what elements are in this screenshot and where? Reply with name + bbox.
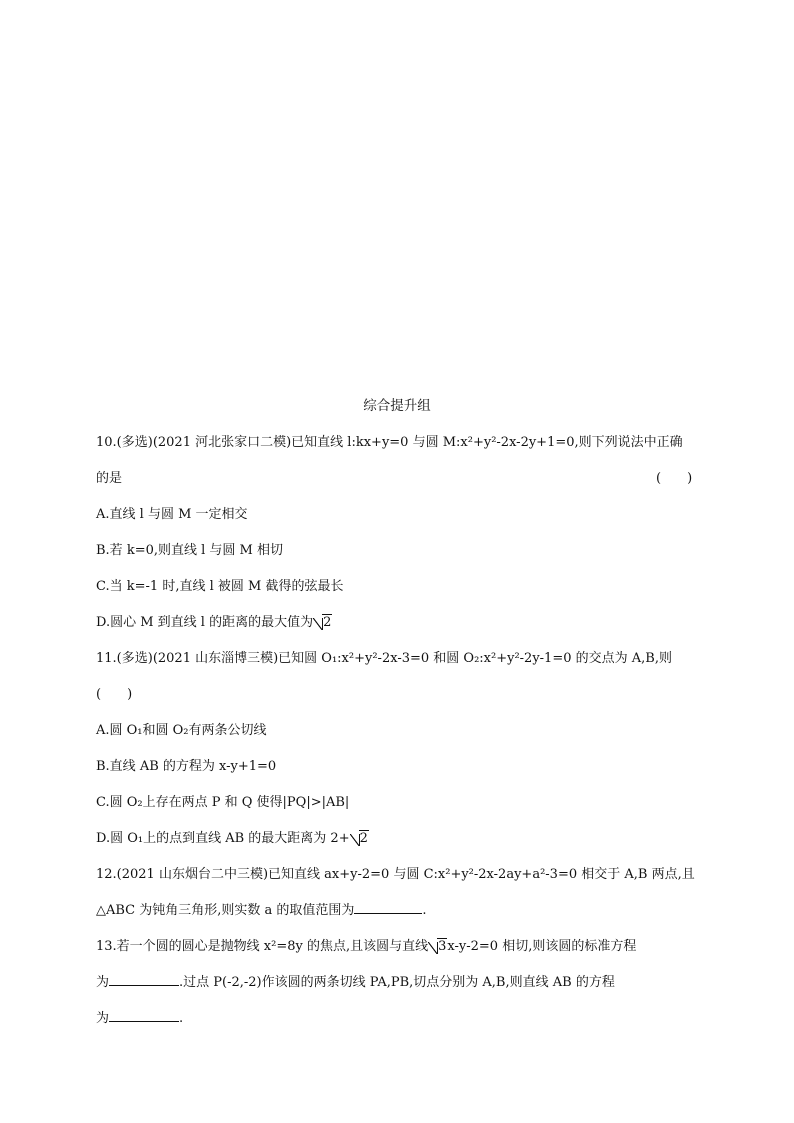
q10-option-d	[96, 611, 332, 630]
q11-option-d	[96, 827, 369, 846]
q13-line2-text: 为	[96, 975, 110, 990]
q10-option-c: C.当 k=-1 时,直线 l 被圆 M 截得的弦最长	[96, 579, 344, 594]
q10-option-b: B.若 k=0,则直线 l 与圆 M 相切	[96, 543, 283, 558]
sqrt-symbol	[428, 939, 447, 954]
q13-line1	[96, 935, 636, 954]
q10-line1: 10.(多选)(2021 河北张家口二模)已知直线 l:kx+y=0 与圆 M:x²+y²-2x-2y+1=0,则下列说法中正确	[96, 435, 683, 450]
q13-line2	[96, 971, 615, 990]
q11-option-d-text: D.圆 O₁上的点到直线 AB 的最大距离为 2+	[96, 831, 350, 846]
q12-line2-text: △ABC 为钝角三角形,则实数 a 的取值范围为	[96, 903, 355, 918]
q13-line3	[96, 1007, 183, 1026]
answer-blank[interactable]	[109, 973, 179, 986]
q13-line2-end: .过点 P(-2,-2)作该圆的两条切线 PA,PB,切点分别为 A,B,则直线 AB 的方程	[179, 975, 615, 990]
sqrt-radicand: 2	[359, 831, 368, 846]
q11-line2: ( )	[96, 687, 133, 702]
q12-line2-end: .	[422, 903, 427, 918]
answer-blank[interactable]	[109, 1009, 179, 1022]
q12-line1: 12.(2021 山东烟台二中三模)已知直线 ax+y-2=0 与圆 C:x²+y²-2x-2ay+a²-3=0 相交于 A,B 两点,且	[96, 867, 695, 882]
q12-line2	[96, 899, 427, 918]
sqrt-symbol	[313, 615, 332, 630]
q13-line3-text: 为	[96, 1011, 110, 1026]
q13-line1-text: 13.若一个圆的圆心是抛物线 x²=8y 的焦点,且该圆与直线	[96, 939, 429, 954]
q11-option-b: B.直线 AB 的方程为 x-y+1=0	[96, 759, 277, 774]
q10-option-a: A.直线 l 与圆 M 一定相交	[96, 507, 248, 522]
sqrt-symbol	[350, 831, 369, 846]
sqrt-radicand: 2	[323, 615, 332, 630]
q11-line1: 11.(多选)(2021 山东淄博三模)已知圆 O₁:x²+y²-2x-3=0 和圆 O₂:x²+y²-2y-1=0 的交点为 A,B,则	[96, 651, 672, 666]
section-title: 综合提升组	[363, 398, 431, 414]
answer-blank[interactable]	[354, 901, 422, 914]
q13-line1-end: x-y-2=0 相切,则该圆的标准方程	[447, 939, 637, 954]
q11-option-a: A.圆 O₁和圆 O₂有两条公切线	[96, 723, 267, 738]
q10-option-d-text: D.圆心 M 到直线 l 的距离的最大值为	[96, 615, 314, 630]
q10-answer-paren: ( )	[656, 471, 693, 486]
q13-line3-end: .	[179, 1011, 184, 1026]
q10-line2: 的是	[96, 471, 123, 486]
sqrt-radicand: 3	[438, 939, 447, 954]
q11-option-c: C.圆 O₂上存在两点 P 和 Q 使得|PQ|>|AB|	[96, 795, 350, 810]
